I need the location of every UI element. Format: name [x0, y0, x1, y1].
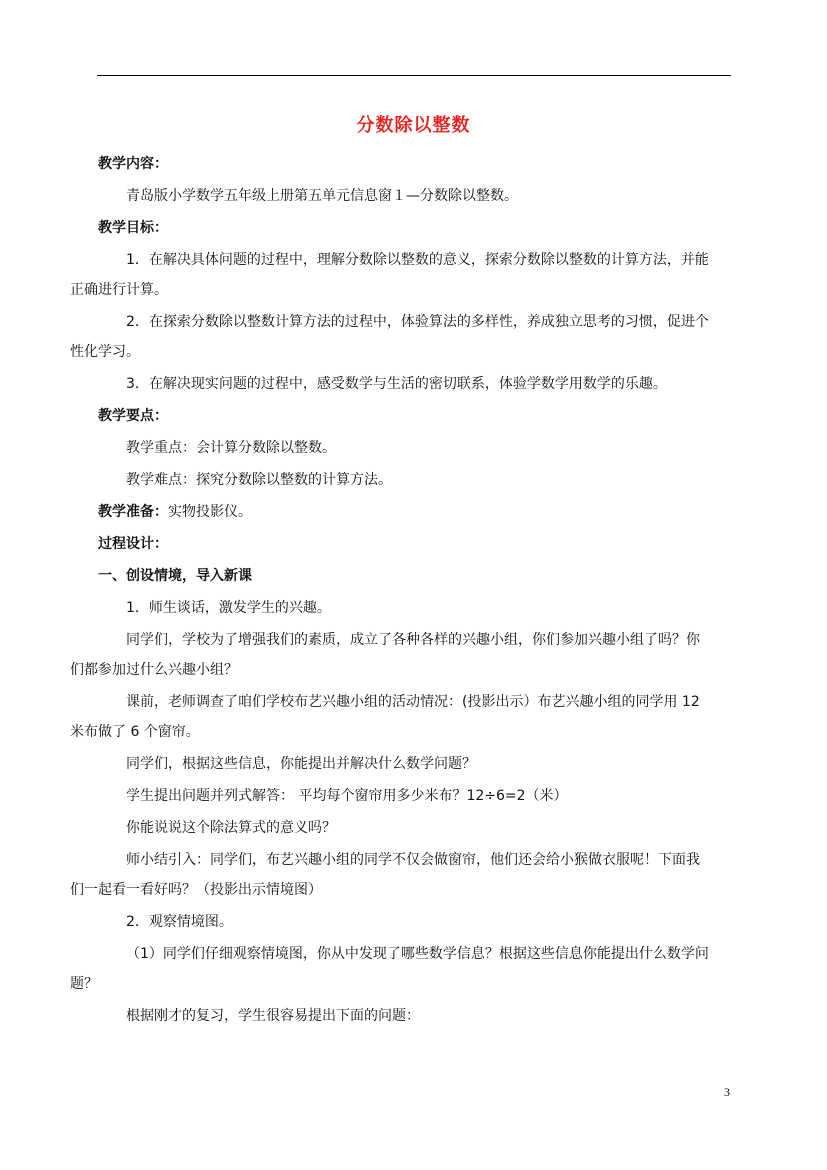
- paragraph-7: 师小结引入：同学们，布艺兴趣小组的同学不仅会做窗帘，他们还会给小猴做衣服呢！下面我 们一起看一看好吗？（投影出示情境图）: [70, 852, 700, 898]
- content-text: 青岛版小学数学五年级上册第五单元信息窗１—分数除以整数。: [126, 188, 518, 204]
- goal-1: 1．在解决具体问题的过程中，理解分数除以整数的意义，探索分数除以整数的计算方法，并能 正确进行计算。: [70, 252, 709, 298]
- paragraph-4: 同学们，根据这些信息，你能提出并解决什么数学问题？: [126, 756, 476, 772]
- points-heading: 教学要点：: [98, 408, 168, 424]
- paragraph-9: （1）同学们仔细观察情境图，你从中发现了哪些数学信息？根据这些信息你能提出什么数学问 题？: [70, 946, 709, 992]
- goal-3: 3．在解决现实问题的过程中，感受数学与生活的密切联系，体验学数学用数学的乐趣。: [126, 376, 667, 392]
- goals-heading: 教学目标：: [98, 220, 168, 236]
- document-body: [70, 149, 732, 1033]
- goal-2: 2．在探索分数除以整数计算方法的过程中，体验算法的多样性，养成独立思考的习惯，促进个 性化学习。: [70, 314, 709, 360]
- page-number: 3: [724, 1085, 730, 1099]
- paragraph-8: 2．观察情境图。: [126, 914, 233, 930]
- paragraph-6: 你能说说这个除法算式的意义吗？: [126, 820, 336, 836]
- paragraph-1: 1．师生谈话，激发学生的兴趣。: [126, 600, 331, 616]
- content-heading: 教学内容：: [98, 156, 168, 172]
- process-heading: 过程设计：: [98, 536, 168, 552]
- paragraph-5: 学生提出问题并列式解答： 平均每个窗帘用多少米布？12÷6=2（米）: [126, 788, 568, 804]
- key-point: 教学重点：会计算分数除以整数。: [126, 440, 336, 456]
- header-rule: [97, 75, 731, 76]
- difficult-point: 教学难点：探究分数除以整数的计算方法。: [126, 472, 392, 488]
- step-1-heading: 一、创设情境，导入新课: [98, 568, 252, 584]
- paragraph-10: 根据刚才的复习，学生很容易提出下面的问题：: [126, 1008, 420, 1024]
- prep-line: 教学准备：实物投影仪。: [98, 504, 252, 520]
- paragraph-2: 同学们，学校为了增强我们的素质，成立了各种各样的兴趣小组，你们参加兴趣小组了吗？你 们都参加过什么兴趣小组？: [70, 632, 700, 678]
- paragraph-3: 课前，老师调查了咱们学校布艺兴趣小组的活动情况：(投影出示）布艺兴趣小组的同学用 12 米布做了 6 个窗帘。: [70, 694, 700, 740]
- page-title: 分数除以整数: [356, 115, 471, 136]
